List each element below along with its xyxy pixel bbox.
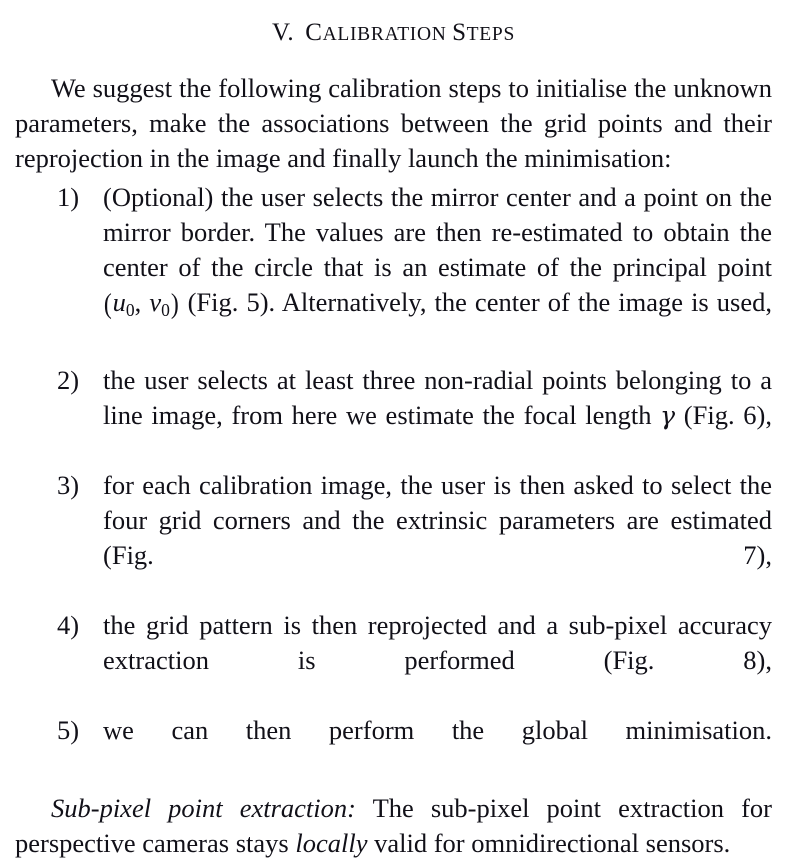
list-item-step-3	[15, 468, 772, 608]
list-item-body	[103, 363, 772, 468]
section-title-word2: TEPS	[466, 24, 515, 45]
list-marker: 4)	[57, 609, 80, 640]
section-title-initial-s: S	[452, 19, 467, 46]
step2-text-before-math: the user selects at least three non-radial points belonging to a line image, from here we estimate the focal length	[103, 364, 772, 430]
list-item-body: we can then perform the global minimisation.	[103, 714, 772, 745]
step2-text-after-math: (Fig. 6),	[675, 399, 772, 430]
step1-text-before-math: (Optional) the user selects the mirror center and a point on the mirror border. The values are then re-estimated to obtain the center of the circle that is an estimate of the principal point	[103, 182, 772, 282]
list-marker: 2)	[57, 364, 80, 395]
section-heading	[15, 0, 772, 45]
principal-point-math	[103, 287, 180, 320]
list-item-step-2	[15, 363, 772, 468]
section-numeral: V.	[272, 19, 295, 46]
list-item-step-5	[15, 713, 772, 783]
math-open-paren: (	[103, 288, 112, 320]
list-item-body: the grid pattern is then reprojected and a sub-pixel accuracy extraction is performed (Fig. 8),	[103, 609, 772, 675]
calibration-steps-list	[15, 180, 772, 783]
list-item-body: for each calibration image, the user is then asked to select the four grid corners and the extrinsic parameters are estimated (Fig. 7),	[103, 469, 772, 570]
list-marker: 1)	[57, 182, 80, 212]
intro-paragraph: We suggest the following calibration steps to initialise the unknown parameters, make the associations between the grid points and their reprojection in the image and finally launch the minimisation:	[15, 73, 772, 173]
math-var-v: v	[149, 287, 162, 317]
section-title-initial-c: C	[305, 19, 323, 46]
focal-length-gamma-symbol: γ	[660, 400, 676, 430]
step1-text-after-math: (Fig. 5). Alternatively, the center of the image is used,	[179, 287, 772, 317]
math-var-u: u	[112, 287, 126, 317]
closing-text-part1: The sub-pixel point extraction for perspective cameras stays	[15, 792, 773, 858]
section-title-word1: ALIBRATION	[322, 24, 447, 45]
math-sub-u: 0	[125, 299, 135, 320]
list-marker: 5)	[57, 714, 80, 745]
closing-paragraph	[15, 791, 772, 861]
math-close-paren: )	[170, 288, 179, 320]
list-item-step-4	[15, 608, 772, 713]
math-comma: ,	[134, 287, 150, 317]
list-item-step-1	[15, 180, 772, 363]
emphasis-locally: locally	[295, 827, 368, 858]
subpixel-lead-in-italic: Sub-pixel point extraction:	[51, 792, 356, 823]
list-item-body	[103, 180, 772, 363]
math-sub-v: 0	[161, 299, 170, 320]
list-marker: 3)	[57, 469, 80, 500]
closing-text-part2: valid for omnidirectional sensors.	[367, 827, 731, 858]
